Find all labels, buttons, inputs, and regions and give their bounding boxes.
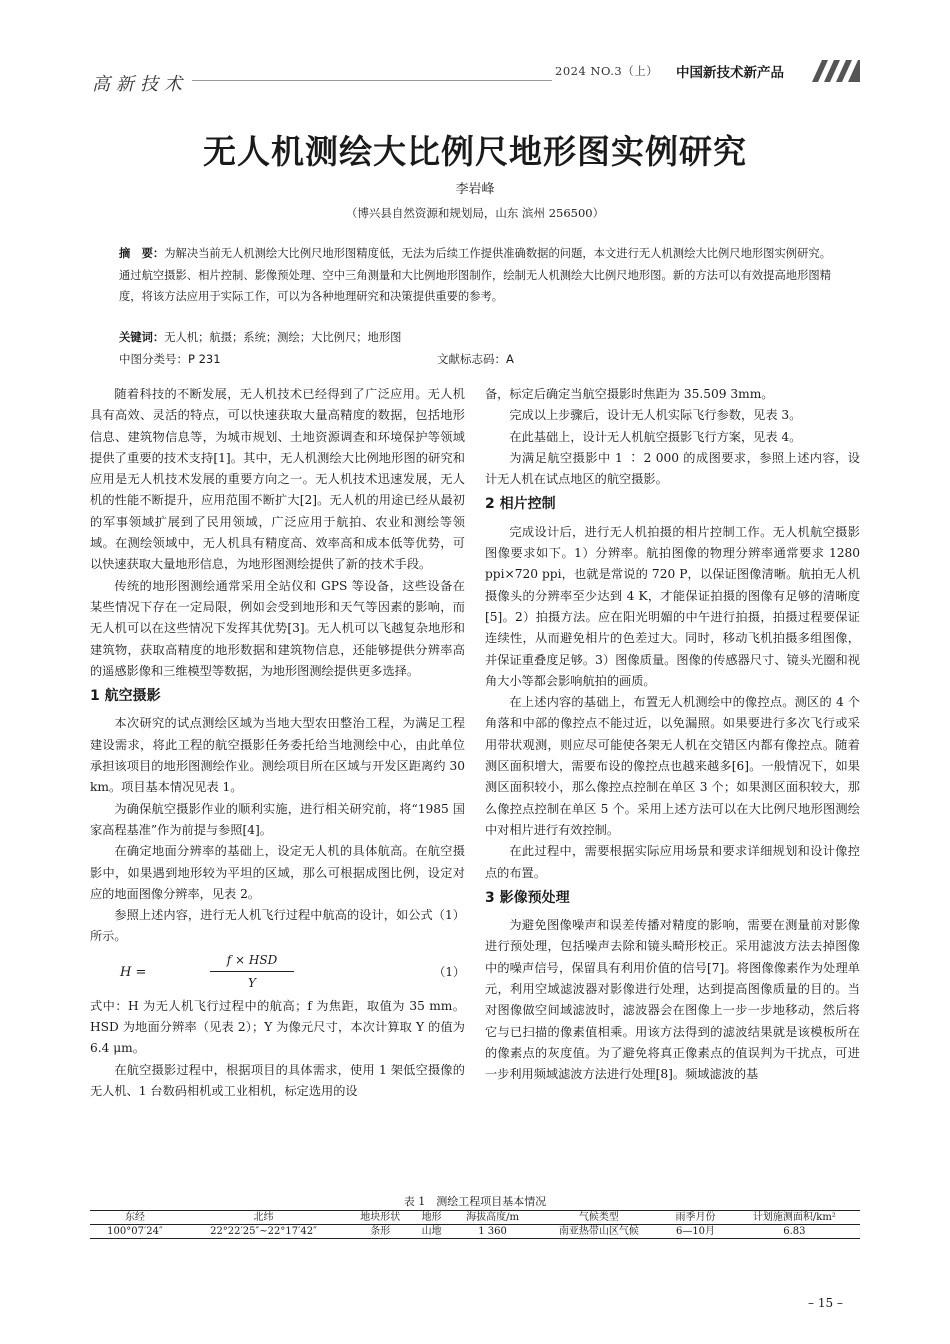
- table-header-cell: 海拔高度/m: [466, 1212, 520, 1223]
- table-header-row: [90, 1211, 860, 1225]
- section-tag: 高新技术: [92, 74, 188, 95]
- table-header-cell: 气候类型: [578, 1212, 619, 1223]
- table-header-cell: 地块形状: [360, 1212, 401, 1223]
- table-cell: 南亚热带山区气候: [558, 1226, 639, 1237]
- journal-name: 中国新技术新产品: [676, 65, 784, 81]
- project-table: [90, 1210, 860, 1239]
- paragraph: 参照上述内容，进行无人机飞行过程中航高的设计，如公式（1）所示。: [90, 908, 465, 944]
- formula-number: （1）: [433, 964, 465, 979]
- section-heading-3: 3 影像预处理: [485, 889, 570, 906]
- table-cell: 22°22′25″~22°17′42″: [210, 1226, 317, 1237]
- abstract-label: 摘 要：: [119, 247, 165, 260]
- paragraph: 传统的地形图测绘通常采用全站仪和 GPS 等设备，这些设备在某些情况下存在一定局限，例如会受到地形和天气等因素的影响，而无人机可以在这些情况下发挥其优势[3]。无人机可以飞越复杂地形和建筑物，获取高精度的地形数据和建筑物信息，还能够提供分辨率高的遥感影像和三维模型等数据，为地形图测绘提供更多选择。: [90, 578, 465, 678]
- right-column: [485, 384, 860, 1086]
- table-cell: 6.83: [783, 1226, 806, 1237]
- page-number: – 15 –: [808, 1296, 843, 1310]
- table-cell: 条形: [370, 1226, 391, 1237]
- paper-title: 无人机测绘大比例尺地形图实例研究: [203, 132, 747, 171]
- paragraph: 式中：H 为无人机飞行过程中的航高；f 为焦距，取值为 35 mm。HSD 为地面分辨率（见表 2）；Y 为像元尺寸，本次计算取 Y 的值为 6.4 μm。: [90, 998, 465, 1056]
- fraction-bar: [210, 971, 294, 972]
- formula-1: [90, 950, 465, 994]
- document-code: 文献标志码：A: [437, 352, 514, 366]
- author: 李岩峰: [455, 182, 495, 197]
- table-header-cell: 地形: [421, 1212, 442, 1223]
- journal-logo-stripes: [810, 60, 860, 82]
- paragraph: 完成以上步骤后，设计无人机实际飞行参数，见表 3。: [509, 408, 802, 423]
- abstract: [119, 243, 831, 308]
- paragraph: 随着科技的不断发展，无人机技术已经得到了广泛应用。无人机具有高效、灵活的特点，可以快速获取大量高精度的数据，包括地形信息、建筑物信息等，为城市规划、土地资源调查和环境保护等领域提供了重要的技术支持[1]。其中，无人机测绘大比例地形图的研究和应用是无人机技术发展的重要方向之一。无人机技术迅速发展，无人机的性能不断提升，应用范围不断扩大[2]。无人机的用途已经从最初的军事领域扩展到了民用领域，广泛应用于航拍、农业和测绘等领域。在测绘领域中，无人机具有精度高、效率高和成本低等优势，可以快速获取大量地形信息，为地形图测绘提供了新的技术手段。: [90, 387, 465, 572]
- paragraph: 在此过程中，需要根据实际应用场景和要求详细规划和设计像控点的布置。: [485, 844, 860, 880]
- abstract-text: 为解决当前无人机测绘大比例尺地形图精度低，无法为后续工作提供准确数据的问题，本文进行无人机测绘大比例尺地形图实例研究。通过航空摄影、相片控制、影像预处理、空中三角测量和大比例地形图制作，绘制无人机测绘大比例尺地形图。新的方法可以有效提高地形图精度，将该方法应用于实际工作，可以为各种地理研究和决策提供重要的参考。: [119, 247, 831, 303]
- paragraph: 在此基础上，设计无人机航空摄影飞行方案，见表 4。: [509, 429, 802, 444]
- table-header-cell: 东经: [124, 1212, 145, 1223]
- table-row: [90, 1225, 860, 1239]
- table-cell: 6—10月: [675, 1226, 716, 1237]
- keywords-label: 关键词：: [119, 331, 165, 344]
- table-caption: 表 1 测绘工程项目基本情况: [403, 1195, 547, 1208]
- table-header-cell: 雨季月份: [675, 1212, 716, 1223]
- keywords-text: 无人机；航摄；系统；测绘；大比例尺；地形图: [164, 331, 402, 344]
- paragraph: 在航空摄影过程中，根据项目的具体需求，使用 1 架低空摄像的无人机、1 台数码相机或工业相机，标定选用的设: [90, 1062, 465, 1098]
- affiliation: （博兴县自然资源和规划局，山东 滨州 256500）: [345, 206, 605, 220]
- paragraph: 在上述内容的基础上，布置无人机测绘中的像控点。测区的 4 个角落和中部的像控点不能过近，以免漏照。如果要进行多次飞行或采用带状观测，则应尽可能使各架无人机在交错区内都有像控点。随着测区面积增大，需要布设的像控点也越来越多[6]。一般情况下，如果测区面积较小，那么像控点控制在单区 3 个；如果测区面积较大，那么像控点控制在单区 5 个。采用上述方法可以在大比例尺地形图测绘中对相片进行有效控制。: [485, 695, 860, 837]
- formula-lhs: H =: [120, 964, 147, 980]
- section-heading-2: 2 相片控制: [485, 496, 556, 513]
- paragraph: 本次研究的试点测绘区域为当地大型农田整治工程，为满足工程建设需求，将此工程的航空摄影任务委托给当地测绘中心，由此单位承担该项目的地形图测绘作业。测绘项目所在区域与开发区距离约 30 km。项目基本情况见表 1。: [90, 716, 465, 795]
- paragraph: 在确定地面分辨率的基础上，设定无人机的具体航高。在航空摄影中，如果遇到地形较为平坦的区域，那么可根据成图比例，设定对应的地面图像分辨率，见表 2。: [90, 844, 465, 901]
- formula-numerator: f × HSD: [226, 952, 278, 967]
- paragraph: 完成设计后，进行无人机拍摄的相片控制工作。无人机航空摄影图像要求如下。1）分辨率。航拍图像的物理分辨率通常要求 1280 ppi×720 ppi，也就是常说的 720 P，以保证图像清晰。航拍无人机摄像头的分辨率至少达到 4 K，才能保证拍摄的图像有足够的清晰度[5]。2）拍摄方法。应在阳光明媚的中午进行拍摄，拍摄过程要保证连续性，从而避免相片的色差过大。同时，移动飞机拍摄多组图像，并保证重叠度足够。3）图像质量。图像的传感器尺寸、镜头光圈和视角大小等都会影响航拍的画质。: [485, 524, 860, 688]
- issue-label: 2024 NO.3（上）: [555, 64, 659, 78]
- table-header-cell: 北纬: [253, 1212, 274, 1223]
- table-cell: 1 360: [478, 1226, 507, 1237]
- section-heading-1: 1 航空摄影: [90, 688, 161, 705]
- table-header-cell: 计划施测面积/km²: [752, 1212, 836, 1223]
- clc-number: 中图分类号：P 231: [119, 352, 221, 366]
- formula-denominator: Y: [248, 975, 256, 990]
- paragraph: 备，标定后确定当航空摄影时焦距为 35.509 3mm。: [485, 387, 774, 401]
- left-column: [90, 384, 465, 1102]
- paragraph: 为满足航空摄影中 1 ∶ 2 000 的成图要求，参照上述内容，设计无人机在试点地区的航空摄影。: [485, 450, 860, 487]
- paragraph: 为确保航空摄影作业的顺利实施，进行相关研究前，将“1985 国家高程基准”作为前提与参照[4]。: [90, 801, 465, 837]
- paragraph: 为避免图像噪声和误差传播对精度的影响，需要在测量前对影像进行预处理，包括噪声去除和镜头畸形校正。采用滤波方法去掉图像中的噪声信号，保留具有利用价值的信号[7]。将图像像素作为处理单元，利用空域滤波器对影像进行处理，达到提高图像质量的目的。当对图像做空间域滤波时，滤波器会在图像上一步一步地移动，然后将它与已扫描的像素值相乘。用该方法得到的滤波结果就是该模板所在的像素点的灰度值。为了避免将真正像素点的值误判为干扰点，可进一步利用频域滤波方法进行处理[8]。频域滤波的基: [485, 918, 860, 1082]
- table-cell: 山地: [421, 1226, 442, 1237]
- keywords: [119, 329, 831, 345]
- table-cell: 100°07′24″: [107, 1226, 163, 1237]
- header-rule: [192, 80, 552, 81]
